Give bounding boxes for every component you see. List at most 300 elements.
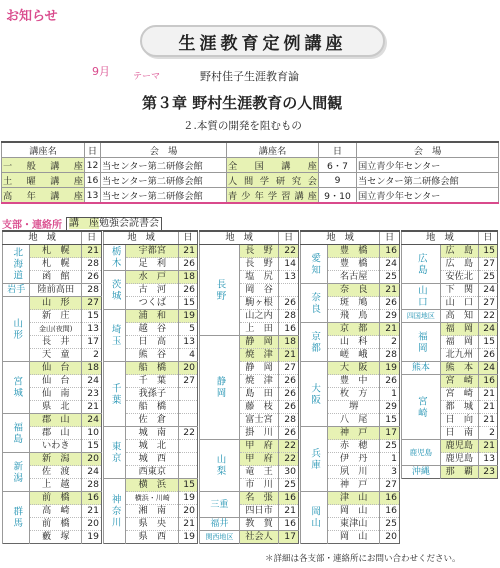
branch-name: 神 戸 xyxy=(328,479,380,492)
table-row xyxy=(402,440,498,453)
table-row xyxy=(3,297,102,310)
branch-day: 15 xyxy=(179,479,198,492)
prefecture-label: 茨城 xyxy=(104,271,126,310)
column-header-region: 地 域 xyxy=(301,231,380,245)
branch-name: 札 幌 xyxy=(30,258,82,271)
prefecture-label: 千葉 xyxy=(104,362,126,427)
branch-day: 26 xyxy=(380,297,400,310)
table-row xyxy=(3,362,102,375)
branch-day: 25 xyxy=(478,271,497,284)
schedule-header-day: 日 xyxy=(319,142,357,158)
branch-name: 郡 山 xyxy=(30,414,82,427)
branch-day: 21 xyxy=(82,505,102,518)
branch-name: 長 野 xyxy=(239,258,278,271)
table-row xyxy=(200,245,299,258)
branch-day: 18 xyxy=(279,336,299,349)
branch-day: 22 xyxy=(179,427,198,440)
course-day: 12 xyxy=(85,158,101,173)
branch-day: 16 xyxy=(380,245,400,258)
branch-name: 津 山 xyxy=(328,492,380,505)
branch-day: 28 xyxy=(82,284,102,297)
schedule-header-venue: 会 場 xyxy=(357,142,499,158)
table-row xyxy=(104,362,198,375)
branch-day: 16 xyxy=(380,505,400,518)
prefecture-label: 三重 xyxy=(200,492,240,518)
branch-name: 郡 山 xyxy=(30,427,82,440)
branch-day: 19 xyxy=(179,492,198,505)
course-venue: 当センター第二研修会館 xyxy=(101,173,227,188)
table-row xyxy=(402,323,498,336)
branch-day: 21 xyxy=(478,388,497,401)
branch-day: 2 xyxy=(380,336,400,349)
prefecture-label: 東京 xyxy=(104,427,126,479)
table-row xyxy=(301,362,400,375)
branch-name: 熊 本 xyxy=(440,362,478,375)
course-name: 一般講座 xyxy=(2,158,85,173)
branch-section-label: 支部・連絡所 xyxy=(2,220,62,231)
branch-name: 奈 良 xyxy=(328,284,380,297)
prefecture-label: 京都 xyxy=(301,323,328,362)
course-day: 9・10 xyxy=(319,188,357,204)
branch-name: 広 島 xyxy=(440,245,478,258)
branch-day: 20 xyxy=(82,453,102,466)
branch-name: 都 城 xyxy=(440,401,478,414)
prefecture-label: 福岡 xyxy=(402,323,441,362)
branch-day: 13 xyxy=(478,453,497,466)
branch-day: 26 xyxy=(380,375,400,388)
prefecture-label: 熊本 xyxy=(402,362,441,375)
branch-day: 20 xyxy=(179,362,198,375)
course-day: 13 xyxy=(85,188,101,204)
branch-name: 佐 渡 xyxy=(30,466,82,479)
branch-day: 20 xyxy=(82,518,102,531)
column-header-day: 日 xyxy=(380,231,400,245)
branch-day: 21 xyxy=(179,245,198,258)
branch-day: 19 xyxy=(179,531,198,544)
branch-name: 下 関 xyxy=(440,284,478,297)
branch-name: 静 岡 xyxy=(239,362,278,375)
course-name: 高年講座 xyxy=(2,188,85,204)
branch-name: 佐 倉 xyxy=(126,414,179,427)
table-row xyxy=(402,310,498,323)
table-row xyxy=(301,492,400,505)
prefecture-label: 神奈川 xyxy=(104,479,126,544)
branch-day: 22 xyxy=(279,245,299,258)
branch-day: 27 xyxy=(478,297,497,310)
course-name: 青少年学習講座 xyxy=(227,188,319,204)
branch-day: 16 xyxy=(279,323,299,336)
prefecture-label: 奈良 xyxy=(301,284,328,323)
column-header-day: 日 xyxy=(279,231,299,245)
branch-name: 仙 台 xyxy=(30,362,82,375)
prefecture-label: 沖縄 xyxy=(402,466,441,479)
branch-day: 27 xyxy=(380,479,400,492)
branch-day xyxy=(179,453,198,466)
branch-name: いわき xyxy=(30,440,82,453)
branch-day xyxy=(179,388,198,401)
branch-day: 24 xyxy=(82,414,102,427)
branch-day: 29 xyxy=(380,401,400,414)
branch-name: 焼 津 xyxy=(239,375,278,388)
table-row xyxy=(402,245,498,258)
branch-day: 27 xyxy=(179,375,198,388)
prefecture-label: 関西地区 xyxy=(200,531,240,544)
branch-day: 24 xyxy=(82,466,102,479)
course-venue: 国立青少年センター xyxy=(357,158,499,173)
branch-table-1 xyxy=(2,230,102,544)
prefecture-label: 長野 xyxy=(200,245,240,336)
branch-day xyxy=(179,401,198,414)
table-row xyxy=(402,362,498,375)
table-row xyxy=(104,427,198,440)
branch-table-2 xyxy=(103,230,198,544)
branch-day: 21 xyxy=(279,349,299,362)
branch-day: 2 xyxy=(478,427,497,440)
branch-name: 鹿児島 xyxy=(440,453,478,466)
branch-day: 13 xyxy=(279,271,299,284)
course-venue: 当センター第二研修会館 xyxy=(101,188,227,204)
branch-name: つくば xyxy=(126,297,179,310)
table-row xyxy=(301,245,400,258)
table-row xyxy=(200,440,299,453)
branch-name: 福 岡 xyxy=(440,336,478,349)
branch-day: 20 xyxy=(179,505,198,518)
branch-day: 29 xyxy=(380,310,400,323)
branch-day: 22 xyxy=(478,310,497,323)
branch-day: 1 xyxy=(380,453,400,466)
branch-name: 岡 山 xyxy=(328,531,380,544)
branch-name: 社会人 xyxy=(239,531,278,544)
branch-day: 15 xyxy=(179,297,198,310)
branch-day: 27 xyxy=(478,258,497,271)
branch-name: 浦 和 xyxy=(126,310,179,323)
course-day: 6・7 xyxy=(319,158,357,173)
branch-name: 豊 橋 xyxy=(328,245,380,258)
branch-day: 21 xyxy=(279,505,299,518)
schedule-header-course: 講座名 xyxy=(2,142,85,158)
prefecture-label: 栃木 xyxy=(104,245,126,271)
branch-day: 19 xyxy=(82,531,102,544)
prefecture-label: 北海道 xyxy=(3,245,30,284)
prefecture-label: 埼玉 xyxy=(104,310,126,362)
table-row xyxy=(3,492,102,505)
branch-name: 八 尾 xyxy=(328,414,380,427)
course-name: 全国講座 xyxy=(227,158,319,173)
prefecture-label: 広島 xyxy=(402,245,441,284)
branch-name: 伊 丹 xyxy=(328,453,380,466)
branch-day: 27 xyxy=(279,362,299,375)
branch-name: 宮 崎 xyxy=(440,388,478,401)
branch-day: 19 xyxy=(380,362,400,375)
table-row xyxy=(200,518,299,531)
branch-day: 25 xyxy=(380,440,400,453)
branch-day: 26 xyxy=(279,427,299,440)
branch-day: 19 xyxy=(179,310,198,323)
branch-day: 16 xyxy=(279,518,299,531)
prefecture-label: 宮崎 xyxy=(402,375,441,440)
branch-name: 甲 府 xyxy=(239,453,278,466)
branch-name: 宇都宮 xyxy=(126,245,179,258)
course-venue: 当センター第二研修会館 xyxy=(357,173,499,188)
prefecture-label: 大阪 xyxy=(301,362,328,427)
schedule-row xyxy=(2,188,499,204)
branch-name: 日 向 xyxy=(440,414,478,427)
branch-name: 高 知 xyxy=(440,310,478,323)
course-venue: 当センター第二研修会館 xyxy=(101,158,227,173)
branch-day: 10 xyxy=(82,427,102,440)
branch-day: 13 xyxy=(179,336,198,349)
branch-name: 豊 橋 xyxy=(328,258,380,271)
branch-name: 飛 鳥 xyxy=(328,310,380,323)
branch-name: 上 田 xyxy=(239,323,278,336)
branch-name: 城 北 xyxy=(126,440,179,453)
branch-name: 長 野 xyxy=(239,245,278,258)
branch-name: 大 阪 xyxy=(328,362,380,375)
branch-name: 水 戸 xyxy=(126,271,179,284)
branch-day: 21 xyxy=(380,323,400,336)
prefecture-label: 福島 xyxy=(3,414,30,453)
branch-day: 15 xyxy=(478,245,497,258)
branch-name: 西東京 xyxy=(126,466,179,479)
oshirase-heading: お知らせ xyxy=(6,9,58,24)
table-row xyxy=(3,284,102,297)
table-row xyxy=(104,310,198,323)
branch-day: 16 xyxy=(380,492,400,505)
branch-day: 4 xyxy=(179,349,198,362)
chapter-title: 第３章 野村生涯教育の人間観 xyxy=(142,94,343,112)
branch-day: 21 xyxy=(380,284,400,297)
branch-day: 22 xyxy=(279,440,299,453)
table-row xyxy=(402,284,498,297)
legend-course: 講 座 xyxy=(69,217,99,229)
branch-name: 藤 枝 xyxy=(239,401,278,414)
branch-day: 13 xyxy=(82,323,102,336)
branch-name: 陸前高田 xyxy=(30,284,82,297)
branch-name: 那 覇 xyxy=(440,466,478,479)
prefecture-label: 岩手 xyxy=(3,284,30,297)
branch-name: 市 川 xyxy=(239,479,278,492)
schedule-row xyxy=(2,158,499,173)
branch-day: 21 xyxy=(179,518,198,531)
table-row xyxy=(3,453,102,466)
branch-name: 四日市 xyxy=(239,505,278,518)
branch-name: 湘 南 xyxy=(126,505,179,518)
column-header-day: 日 xyxy=(478,231,497,245)
branch-name: 船 橋 xyxy=(126,401,179,414)
prefecture-label: 兵庫 xyxy=(301,427,328,492)
branch-day: 21 xyxy=(478,440,497,453)
course-venue: 国立青少年センター xyxy=(357,188,499,204)
branch-table-5 xyxy=(401,230,498,479)
schedule-row xyxy=(2,173,499,188)
prefecture-label: 岡山 xyxy=(301,492,328,544)
course-day: 9 xyxy=(319,173,357,188)
branch-name: 高 崎 xyxy=(30,505,82,518)
branch-name: 枚 方 xyxy=(328,388,380,401)
branch-day: 24 xyxy=(82,375,102,388)
branch-name: 福 岡 xyxy=(440,323,478,336)
prefecture-label: 四国地区 xyxy=(402,310,441,323)
branch-name: 名 張 xyxy=(239,492,278,505)
branch-name: 甲 府 xyxy=(239,440,278,453)
branch-day: 24 xyxy=(478,284,497,297)
branch-day: 24 xyxy=(478,323,497,336)
branch-day: 26 xyxy=(478,349,497,362)
branch-name: 竜 王 xyxy=(239,466,278,479)
theme-label: テーマ xyxy=(133,72,161,82)
branch-name: 夙 川 xyxy=(328,466,380,479)
column-header-day: 日 xyxy=(179,231,198,245)
branch-day: 16 xyxy=(82,492,102,505)
branch-name: 東津山 xyxy=(328,518,380,531)
branch-day: 15 xyxy=(82,440,102,453)
table-row xyxy=(200,492,299,505)
chapter-subtitle: ２.本質の開発を阻むもの xyxy=(183,120,302,132)
branch-day: 24 xyxy=(380,258,400,271)
table-row xyxy=(402,466,498,479)
column-header-region: 地 域 xyxy=(402,231,479,245)
branch-name: 我孫子 xyxy=(126,388,179,401)
prefecture-label: 新潟 xyxy=(3,453,30,492)
branch-name: 鹿児島 xyxy=(440,440,478,453)
branch-name: 岡 谷 xyxy=(239,284,278,297)
table-row xyxy=(3,245,102,258)
theme-title: 野村佳子生涯教育論 xyxy=(200,70,299,83)
column-header-region: 地 域 xyxy=(3,231,82,245)
legend-reading: 読書会 xyxy=(129,217,159,229)
branch-day xyxy=(179,440,198,453)
branch-day: 25 xyxy=(380,518,400,531)
branch-name: 岡 山 xyxy=(328,505,380,518)
branch-day: 17 xyxy=(82,336,102,349)
branch-name: 名古屋 xyxy=(328,271,380,284)
branch-day: 26 xyxy=(179,258,198,271)
branch-section-header xyxy=(2,216,162,231)
branch-day: 16 xyxy=(279,492,299,505)
branch-name: 掛 川 xyxy=(239,427,278,440)
prefecture-label: 愛知 xyxy=(301,245,328,284)
schedule-header-day: 日 xyxy=(85,142,101,158)
branch-name: 城 南 xyxy=(126,427,179,440)
branch-day: 21 xyxy=(82,245,102,258)
branch-name: 仙 台 xyxy=(30,375,82,388)
page-title: 生涯教育定例講座 xyxy=(140,25,385,57)
branch-day: 26 xyxy=(279,401,299,414)
prefecture-label: 静岡 xyxy=(200,336,240,440)
branch-day: 30 xyxy=(279,466,299,479)
table-row xyxy=(200,531,299,544)
branch-day: 28 xyxy=(380,349,400,362)
branch-name: 教 賀 xyxy=(239,518,278,531)
branch-name: 天 童 xyxy=(30,349,82,362)
branch-name: 船 橋 xyxy=(126,362,179,375)
branch-day: 26 xyxy=(82,271,102,284)
branch-day: 28 xyxy=(82,479,102,492)
branch-day: 3 xyxy=(380,466,400,479)
schedule-header-course: 講座名 xyxy=(227,142,319,158)
branch-name: 藪 塚 xyxy=(30,531,82,544)
branch-name: 上 越 xyxy=(30,479,82,492)
branch-name: 函 館 xyxy=(30,271,82,284)
prefecture-label: 山口 xyxy=(402,284,441,310)
branch-name: 山 形 xyxy=(30,297,82,310)
branch-day: 28 xyxy=(279,310,299,323)
table-row xyxy=(402,375,498,388)
branch-day: 2 xyxy=(82,349,102,362)
branch-day: 25 xyxy=(380,271,400,284)
branch-name: 熊 谷 xyxy=(126,349,179,362)
table-row xyxy=(200,336,299,349)
course-day: 16 xyxy=(85,173,101,188)
branch-day: 21 xyxy=(478,401,497,414)
table-row xyxy=(301,427,400,440)
branch-name: 新 潟 xyxy=(30,453,82,466)
course-name: 土曜講座 xyxy=(2,173,85,188)
branch-name: 県 央 xyxy=(126,518,179,531)
branch-name: 足 利 xyxy=(126,258,179,271)
branch-day: 26 xyxy=(179,284,198,297)
branch-name: 嵯 峨 xyxy=(328,349,380,362)
branch-day: 21 xyxy=(82,401,102,414)
branch-day: 26 xyxy=(279,297,299,310)
branch-day: 18 xyxy=(179,271,198,284)
branch-day: 21 xyxy=(478,414,497,427)
branch-name: 宮 崎 xyxy=(440,375,478,388)
branch-name: 札 幌 xyxy=(30,245,82,258)
branch-day: 15 xyxy=(82,310,102,323)
branch-name: 県 西 xyxy=(126,531,179,544)
branch-day xyxy=(179,414,198,427)
branch-name: 日 高 xyxy=(126,336,179,349)
column-header-day: 日 xyxy=(82,231,102,245)
branch-name: 安佐北 xyxy=(440,271,478,284)
prefecture-label: 群馬 xyxy=(3,492,30,544)
schedule-header-venue: 会 場 xyxy=(101,142,227,158)
branch-day: 28 xyxy=(279,414,299,427)
branch-day: 23 xyxy=(478,466,497,479)
branch-name: 横浜・川崎 xyxy=(126,492,179,505)
branch-name: 長 井 xyxy=(30,336,82,349)
column-header-region: 地 域 xyxy=(104,231,179,245)
branch-name: 金山(夜間) xyxy=(30,323,82,336)
branch-day: 22 xyxy=(279,453,299,466)
prefecture-label: 宮城 xyxy=(3,362,30,414)
branch-name: 山 科 xyxy=(328,336,380,349)
footnote: ＊詳細は各支部・連絡所にお問い合わせください。 xyxy=(265,554,461,564)
branch-name: 広 島 xyxy=(440,258,478,271)
branch-day: 15 xyxy=(380,414,400,427)
branch-name: 城 西 xyxy=(126,453,179,466)
branch-name: 越 谷 xyxy=(126,323,179,336)
prefecture-label: 山形 xyxy=(3,297,30,362)
prefecture-label: 鹿児島 xyxy=(402,440,441,466)
branch-name: 駒ヶ根 xyxy=(239,297,278,310)
legend-box xyxy=(66,217,162,231)
table-row xyxy=(301,284,400,297)
branch-name: 日 南 xyxy=(440,427,478,440)
branch-day: 27 xyxy=(82,297,102,310)
branch-name: 焼 津 xyxy=(239,349,278,362)
branch-name: 北九州 xyxy=(440,349,478,362)
table-row xyxy=(104,271,198,284)
branch-table-3 xyxy=(199,230,299,544)
branch-day: 26 xyxy=(279,375,299,388)
table-row xyxy=(3,414,102,427)
branch-name: 島 田 xyxy=(239,388,278,401)
legend-study: 勉強会 xyxy=(99,217,129,229)
branch-day xyxy=(279,284,299,297)
branch-day: 20 xyxy=(380,531,400,544)
